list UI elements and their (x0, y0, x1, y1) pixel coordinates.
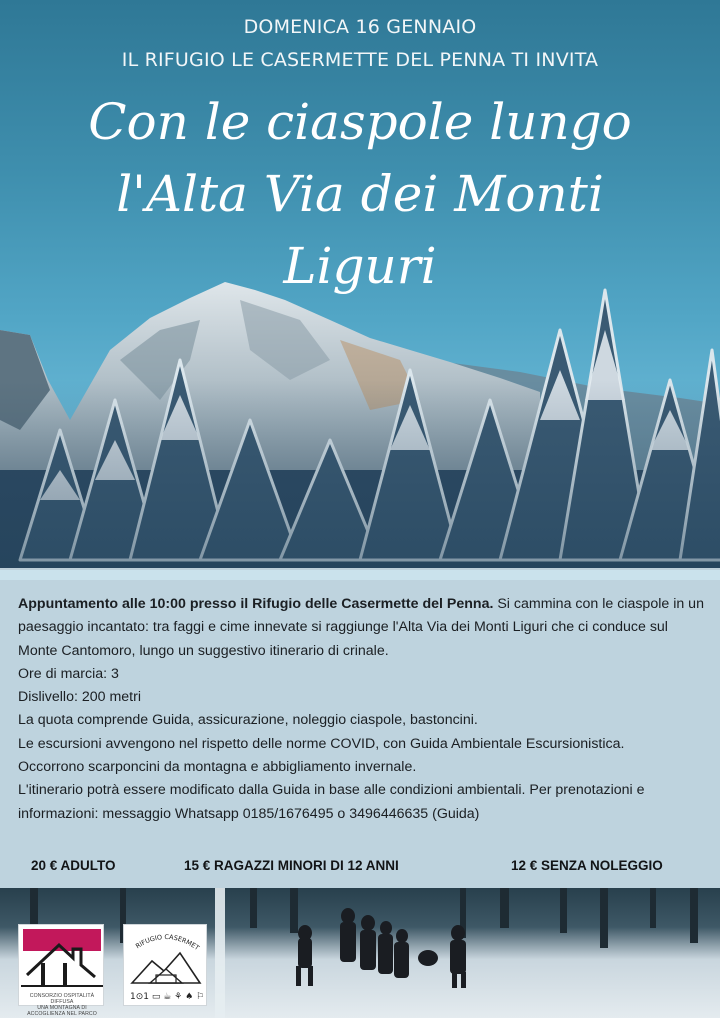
equipment-note: Occorrono scarponcini da montagna e abbigliamento invernale. (18, 759, 417, 776)
title-line: l'Alta Via dei Monti (116, 165, 604, 223)
walking-hours: Ore di marcia: 3 (18, 665, 119, 682)
rifugio-logo-icon (124, 925, 208, 1007)
rifugio-name: RIFUGIO CASERMET (134, 932, 201, 952)
price-no-rental: 12 € SENZA NOLEGGIO (511, 858, 663, 873)
forest-hikers-illustration (0, 888, 720, 1018)
title-line: Con le ciaspole lungo (88, 93, 632, 151)
covid-note: Le escursioni avvengono nel rispetto delle norme COVID, con Guida Ambientale Escursionistica. (18, 735, 625, 752)
price-adult: 20 € ADULTO (31, 858, 116, 873)
meeting-time: Appuntamento alle 10:00 presso il Rifugio delle Casermette del Penna. (18, 596, 494, 612)
consorzio-tagline: UNA MONTAGNA DI ACCOGLIENZA NEL PARCO (27, 1005, 97, 1017)
snow-group-photo (0, 888, 720, 1018)
consorzio-name: CONSORZIO OSPITALITÀ DIFFUSA (29, 993, 95, 1005)
intro-text: Si cammina con le ciaspole in un paesaggio incantato: tra faggi e cime innevate si raggiunge l'Alta Via dei Monti Liguri che ci conduce sul Monte Cantomoro, lungo un suggestivo itinerario di crinale. (18, 596, 704, 659)
contact-info: L'itinerario potrà essere modificato dalla Guida in base alle condizioni ambientali. Per prenotazioni e informazioni: messaggio Whatsapp 0185/1676495 o 3496446635 (Guida) (18, 782, 645, 822)
event-description (18, 593, 708, 826)
rifugio-logo (123, 924, 207, 1006)
elevation-gain: Dislivello: 200 metri (18, 689, 141, 706)
consorzio-logo (18, 924, 104, 1017)
title-line: Liguri (283, 237, 437, 295)
event-invitation: IL RIFUGIO LE CASERMETTE DEL PENNA TI INVITA (121, 49, 599, 71)
event-date: DOMENICA 16 GENNAIO (243, 16, 477, 38)
event-title (60, 86, 660, 302)
house-logo-icon (19, 925, 105, 991)
price-includes: La quota comprende Guida, assicurazione, noleggio ciaspole, bastoncini. (18, 712, 478, 729)
intro-paragraph (18, 593, 708, 663)
rifugio-amenity-icons: 1⊙1 ▭ ☕ ⚘ ♠ ⚐ (130, 992, 205, 1002)
price-kids: 15 € RAGAZZI MINORI DI 12 ANNI (184, 858, 399, 873)
consorzio-caption (21, 993, 103, 1017)
